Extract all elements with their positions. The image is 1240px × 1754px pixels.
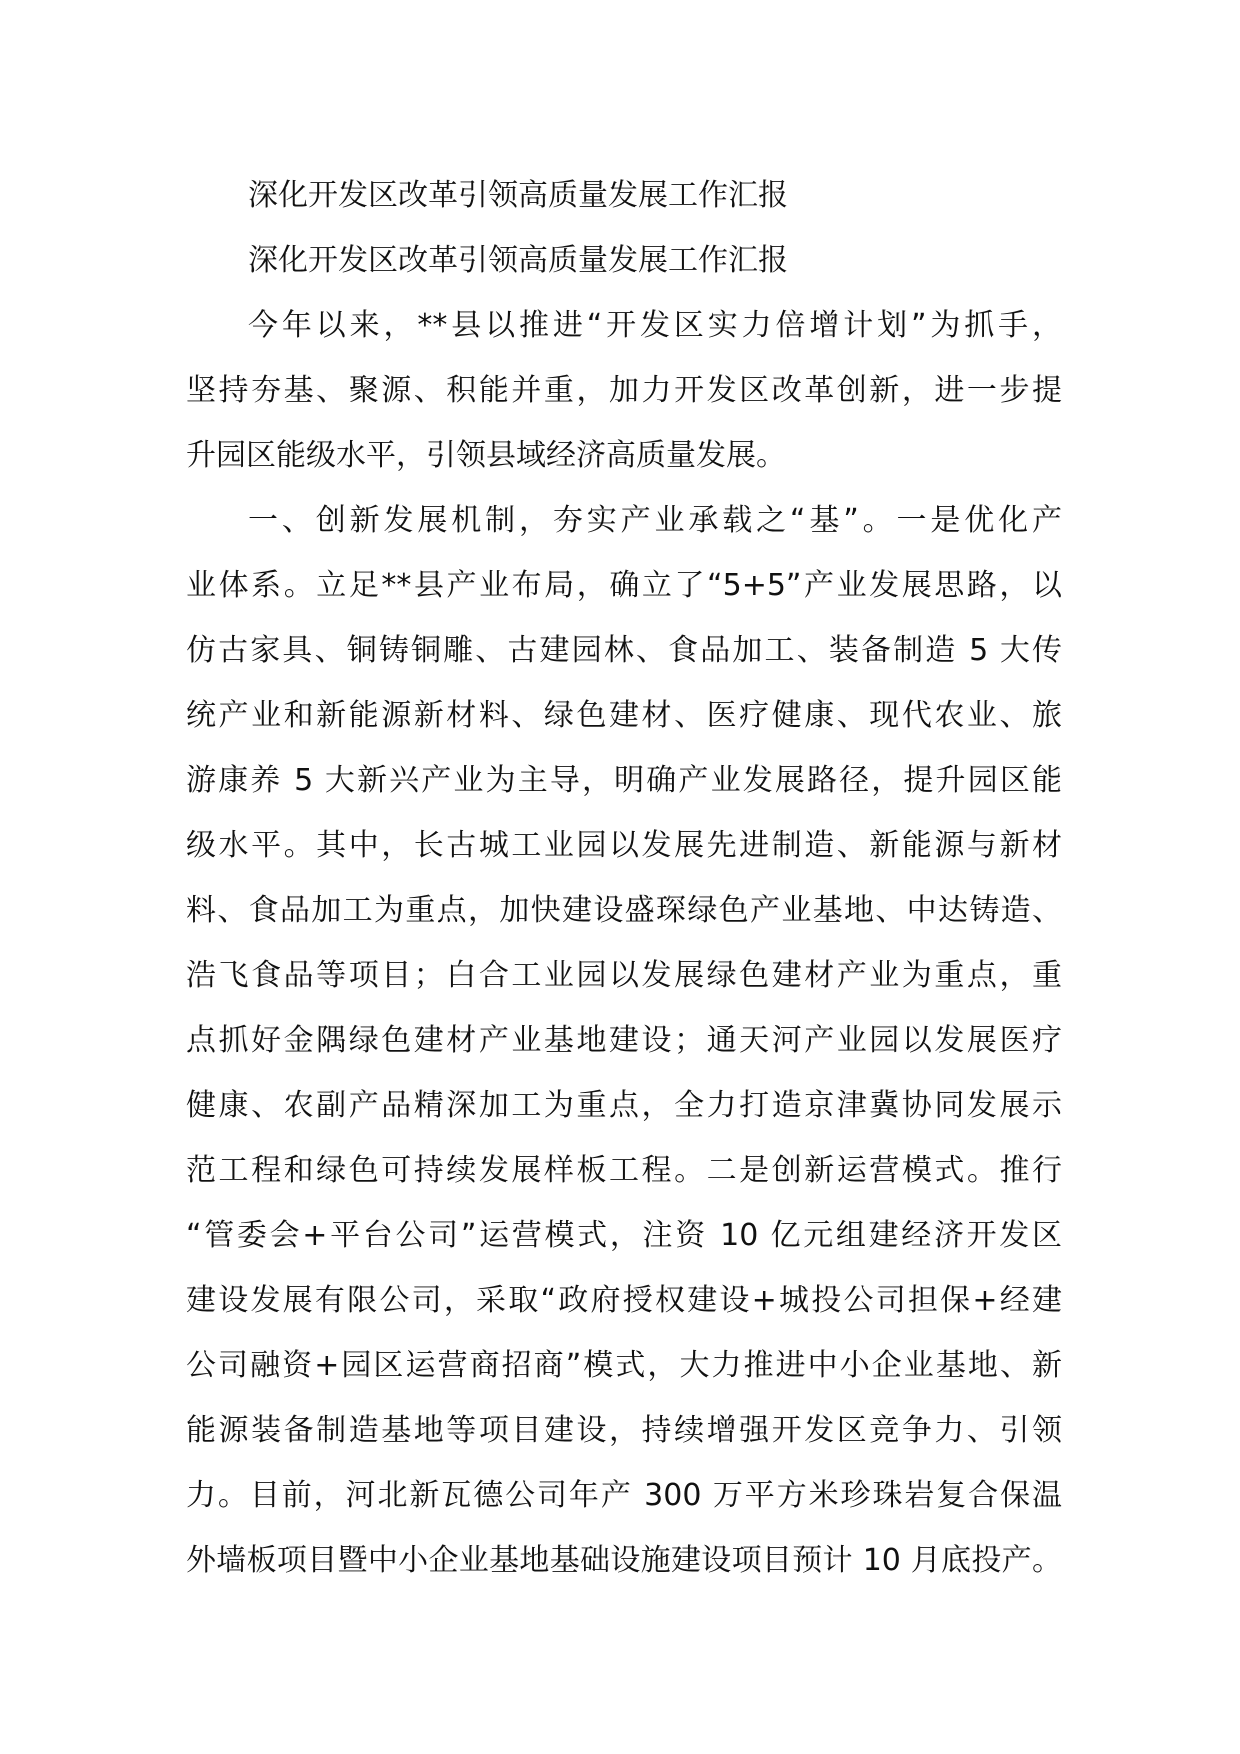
paragraph-line: 级水平。其中，长古城工业园以发展先进制造、新能源与新材 [186, 828, 1062, 863]
paragraph-line: 范工程和绿色可持续发展样板工程。二是创新运营模式。推行 [186, 1153, 1062, 1188]
paragraph-line: 仿古家具、铜铸铜雕、古建园林、食品加工、装备制造 5 大传 [186, 633, 1062, 668]
paragraph-line: 建设发展有限公司，采取“政府授权建设+城投公司担保+经建 [186, 1283, 1062, 1318]
paragraph-line: 坚持夯基、聚源、积能并重，加力开发区改革创新，进一步提 [186, 373, 1062, 408]
document-title: 深化开发区改革引领高质量发展工作汇报 [248, 178, 788, 213]
paragraph-line: 能源装备制造基地等项目建设，持续增强开发区竞争力、引领 [186, 1413, 1062, 1448]
paragraph-line: 点抓好金隅绿色建材产业基地建设；通天河产业园以发展医疗 [186, 1023, 1062, 1058]
paragraph-line: 游康养 5 大新兴产业为主导，明确产业发展路径，提升园区能 [186, 763, 1062, 798]
document-subtitle: 深化开发区改革引领高质量发展工作汇报 [248, 243, 788, 278]
paragraph-line: 一、创新发展机制，夯实产业承载之“基”。一是优化产 [248, 503, 1062, 538]
paragraph-line: 健康、农副产品精深加工为重点，全力打造京津冀协同发展示 [186, 1088, 1062, 1123]
paragraph-line: 统产业和新能源新材料、绿色建材、医疗健康、现代农业、旅 [186, 698, 1062, 733]
paragraph-line: 升园区能级水平，引领县域经济高质量发展。 [186, 438, 786, 473]
paragraph-line: 料、食品加工为重点，加快建设盛琛绿色产业基地、中达铸造、 [186, 893, 1062, 928]
document-body [186, 163, 1062, 1593]
paragraph-line: 力。目前，河北新瓦德公司年产 300 万平方米珍珠岩复合保温 [186, 1478, 1062, 1513]
paragraph-line: 浩飞食品等项目；白合工业园以发展绿色建材产业为重点，重 [186, 958, 1062, 993]
paragraph-line: 公司融资+园区运营商招商”模式，大力推进中小企业基地、新 [186, 1348, 1062, 1383]
paragraph-line: “管委会+平台公司”运营模式，注资 10 亿元组建经济开发区 [186, 1218, 1062, 1253]
paragraph-line: 外墙板项目暨中小企业基地基础设施建设项目预计 10 月底投产。 [186, 1543, 1062, 1578]
paragraph-line: 今年以来，**县以推进“开发区实力倍增计划”为抓手， [248, 308, 1062, 343]
paragraph-line: 业体系。立足**县产业布局，确立了“5+5”产业发展思路，以 [186, 568, 1062, 603]
